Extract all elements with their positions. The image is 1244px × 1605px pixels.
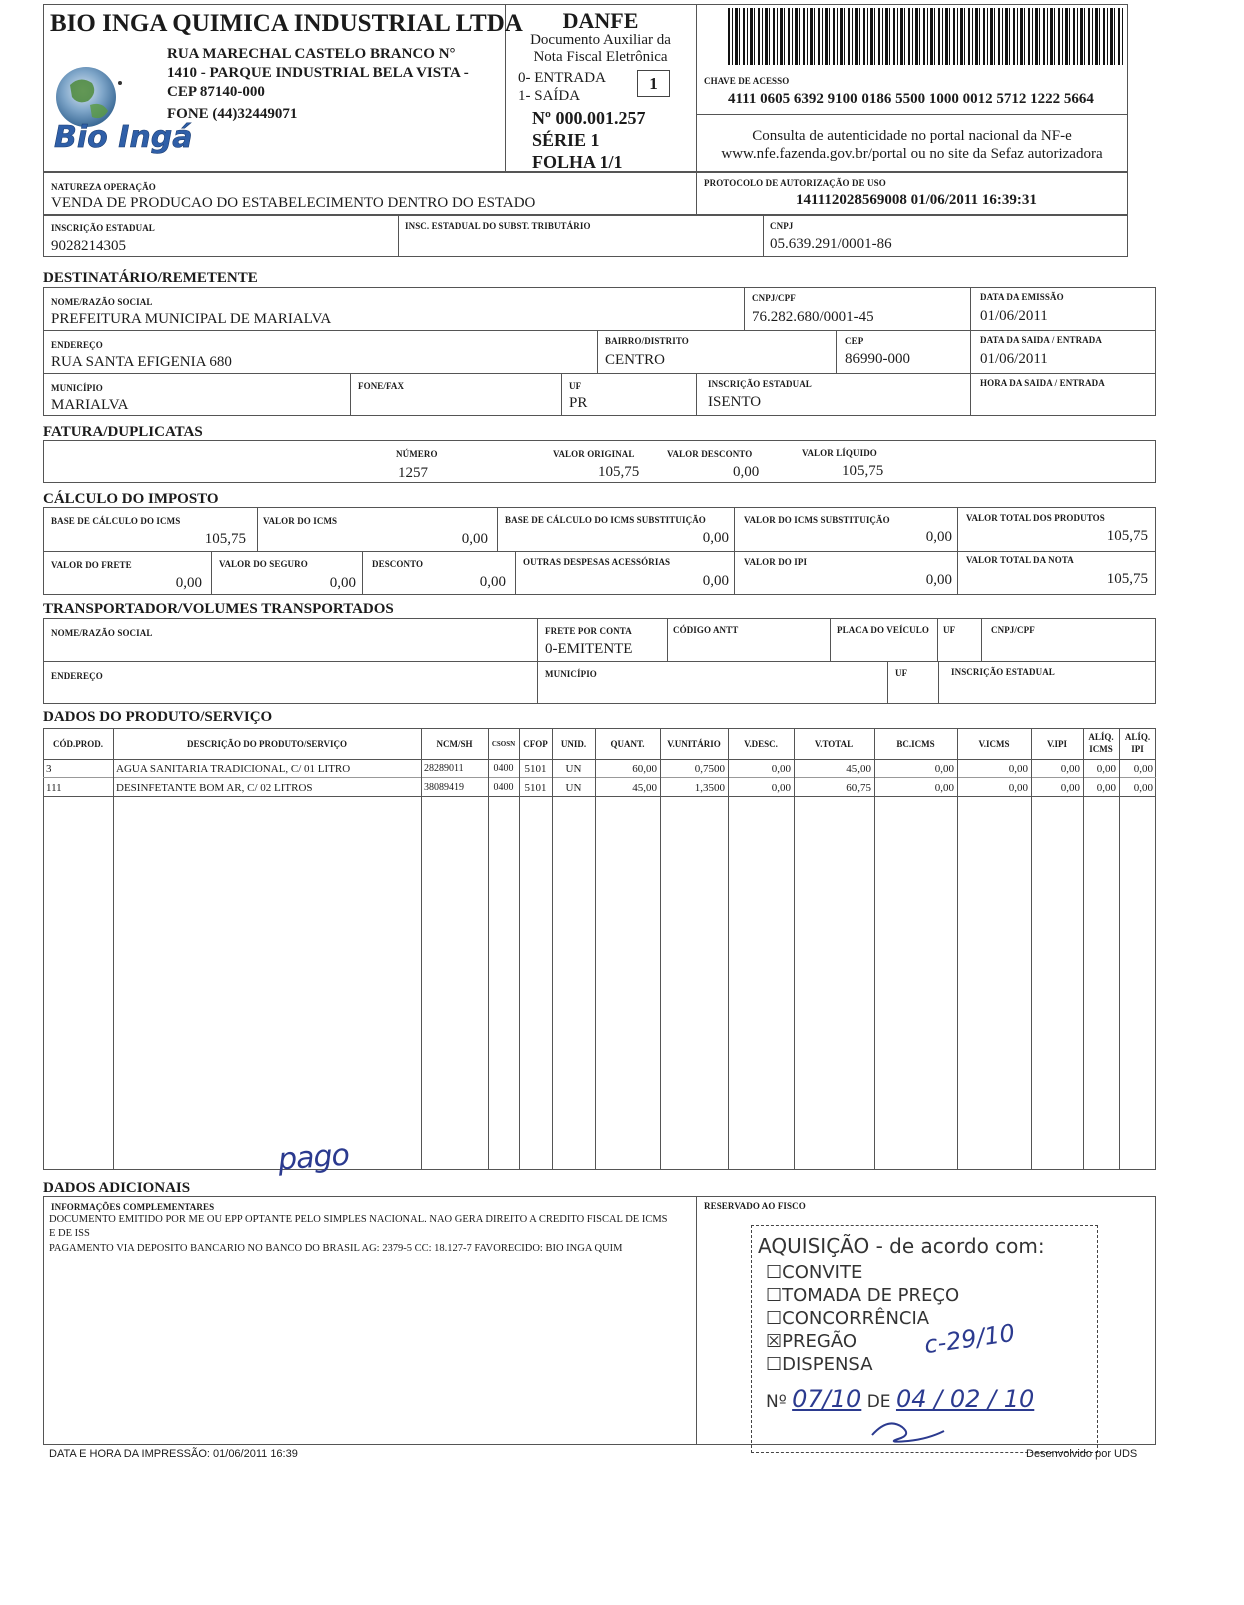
stamp-option-convite: ☐CONVITE bbox=[766, 1262, 863, 1283]
transp-nome-label: NOME/RAZÃO SOCIAL bbox=[51, 628, 153, 638]
produtos-header-cell: ALÍQ. ICMS bbox=[1088, 732, 1114, 754]
impressao-datetime: DATA E HORA DA IMPRESSÃO: 01/06/2011 16:39 bbox=[49, 1448, 298, 1460]
table-cell: 38089419 bbox=[424, 782, 464, 793]
table-cell: 0,00 bbox=[1060, 763, 1080, 775]
seguro-label: VALOR DO SEGURO bbox=[219, 559, 308, 569]
nota-folha: FOLHA 1/1 bbox=[532, 152, 623, 172]
fatura-desconto: 0,00 bbox=[733, 464, 760, 480]
produtos-header-cell: BC.ICMS bbox=[896, 739, 935, 749]
produtos-header-cell: DESCRIÇÃO DO PRODUTO/SERVIÇO bbox=[186, 739, 348, 749]
ipi-label: VALOR DO IPI bbox=[744, 557, 808, 567]
transp-placa-label: PLACA DO VEÍCULO bbox=[837, 625, 929, 635]
stamp-no-value: 07/10 bbox=[792, 1385, 862, 1413]
stamp-title: AQUISIÇÃO - de acordo com: bbox=[758, 1234, 1045, 1258]
dest-ie: ISENTO bbox=[708, 394, 762, 410]
produtos-header-cell: ALÍQ. IPI bbox=[1124, 732, 1151, 754]
transportador-title: TRANSPORTADOR/VOLUMES TRANSPORTADOS bbox=[43, 601, 394, 617]
handwritten-pago: pago bbox=[276, 1137, 350, 1178]
cnpj-value: 05.639.291/0001-86 bbox=[770, 236, 892, 252]
dest-bairro: CENTRO bbox=[605, 352, 665, 368]
produtos-column-divider bbox=[1119, 728, 1120, 1170]
table-cell: 0,00 bbox=[771, 782, 791, 794]
dest-ie-label: INSCRIÇÃO ESTADUAL bbox=[708, 379, 812, 389]
table-cell: 111 bbox=[46, 782, 62, 794]
total-produtos-label: VALOR TOTAL DOS PRODUTOS bbox=[966, 513, 1105, 523]
produtos-column-divider bbox=[794, 728, 795, 1170]
dest-cnpj-label: CNPJ/CPF bbox=[752, 293, 796, 303]
valor-st: 0,00 bbox=[925, 529, 952, 545]
table-cell: 28289011 bbox=[424, 763, 464, 774]
dest-endereco: RUA SANTA EFIGENIA 680 bbox=[51, 354, 232, 370]
transp-endereco-label: ENDEREÇO bbox=[51, 671, 103, 681]
table-cell: 5101 bbox=[524, 782, 547, 794]
dest-endereco-label: ENDEREÇO bbox=[51, 340, 103, 350]
table-cell: 1,3500 bbox=[694, 782, 725, 794]
company-phone: FONE (44)32449071 bbox=[167, 106, 298, 122]
outras: 0,00 bbox=[702, 573, 729, 589]
ie-value: 9028214305 bbox=[51, 238, 126, 254]
produtos-header-cell: V.UNITÁRIO bbox=[667, 739, 721, 749]
table-cell: 0,00 bbox=[1060, 782, 1080, 794]
natureza-label: NATUREZA OPERAÇÃO bbox=[51, 182, 156, 192]
produtos-column-divider bbox=[519, 728, 520, 1170]
fatura-liquido-label: VALOR LÍQUIDO bbox=[802, 448, 877, 458]
produtos-column-divider bbox=[421, 728, 422, 1170]
company-address-3: CEP 87140-000 bbox=[167, 84, 265, 100]
dest-nome-label: NOME/RAZÃO SOCIAL bbox=[51, 297, 153, 307]
table-cell: 0,7500 bbox=[694, 763, 725, 775]
table-cell: AGUA SANITARIA TRADICIONAL, C/ 01 LITRO bbox=[116, 763, 351, 775]
danfe-subtitle-2: Nota Fiscal Eletrônica bbox=[533, 49, 668, 65]
produtos-title: DADOS DO PRODUTO/SERVIÇO bbox=[43, 709, 273, 725]
ipi: 0,00 bbox=[925, 572, 952, 588]
stamp-signature bbox=[868, 1413, 948, 1447]
stamp-hand-code: c-29/10 bbox=[922, 1318, 1017, 1360]
produtos-header-cell: NCM/SH bbox=[436, 739, 473, 749]
table-cell: 0,00 bbox=[934, 782, 954, 794]
table-cell: UN bbox=[565, 782, 582, 794]
chave-label: CHAVE DE ACESSO bbox=[704, 76, 790, 86]
transp-uf-label: UF bbox=[943, 625, 956, 635]
valor-icms: 0,00 bbox=[461, 531, 488, 547]
table-cell: 0400 bbox=[493, 763, 514, 774]
dest-emissao-label: DATA DA EMISSÃO bbox=[980, 292, 1064, 302]
table-cell: 0,00 bbox=[1096, 782, 1116, 794]
chave-acesso: 4111 0605 6392 9100 0186 5500 1000 0012 5712 1222 5664 bbox=[728, 91, 1094, 107]
dest-nome: PREFEITURA MUNICIPAL DE MARIALVA bbox=[51, 311, 332, 327]
stamp-option-dispensa: ☐DISPENSA bbox=[766, 1354, 873, 1375]
dest-hora-label: HORA DA SAIDA / ENTRADA bbox=[980, 378, 1105, 388]
produtos-column-divider bbox=[595, 728, 596, 1170]
stamp-option-dispensa-label: DISPENSA bbox=[782, 1354, 873, 1375]
table-cell: 0400 bbox=[493, 782, 514, 793]
fatura-numero-label: NÚMERO bbox=[396, 449, 438, 459]
stamp-option-concorrencia: ☐CONCORRÊNCIA bbox=[766, 1308, 930, 1329]
natureza-value: VENDA DE PRODUCAO DO ESTABELECIMENTO DENTRO DO ESTADO bbox=[51, 195, 536, 211]
danfe-title: DANFE bbox=[562, 8, 639, 33]
transp-antt-label: CÓDIGO ANTT bbox=[673, 625, 739, 635]
cnpj-label: CNPJ bbox=[770, 221, 794, 231]
frete: 0,00 bbox=[175, 575, 202, 591]
fatura-original: 105,75 bbox=[598, 464, 640, 480]
produtos-table bbox=[43, 728, 1156, 1170]
produtos-column-divider bbox=[874, 728, 875, 1170]
stamp-option-convite-label: CONVITE bbox=[782, 1262, 863, 1283]
table-cell: 0,00 bbox=[1133, 782, 1153, 794]
produtos-column-divider bbox=[728, 728, 729, 1170]
company-address-2: 1410 - PARQUE INDUSTRIAL BELA VISTA - bbox=[167, 65, 469, 81]
fatura-title: FATURA/DUPLICATAS bbox=[43, 424, 203, 440]
tipo-box: 1 bbox=[637, 70, 670, 97]
table-cell: 0,00 bbox=[1008, 782, 1028, 794]
dest-saida: 01/06/2011 bbox=[980, 351, 1048, 367]
stamp-number-line bbox=[766, 1385, 1034, 1413]
tipo-entrada: 0- ENTRADA bbox=[518, 70, 606, 86]
stamp-no-prefix: Nº bbox=[766, 1392, 787, 1412]
table-cell: 0,00 bbox=[934, 763, 954, 775]
transp-uf2-label: UF bbox=[895, 668, 908, 678]
company-address-1: RUA MARECHAL CASTELO BRANCO N° bbox=[167, 46, 456, 62]
produtos-column-divider bbox=[488, 728, 489, 1170]
dest-municipio-label: MUNICÍPIO bbox=[51, 383, 103, 393]
info-line-1: DOCUMENTO EMITIDO POR ME OU EPP OPTANTE PELO SIMPLES NACIONAL. NAO GERA DIREITO A CREDITO FISCAL DE ICMS E DE ISS bbox=[49, 1214, 668, 1239]
adicionais-title: DADOS ADICIONAIS bbox=[43, 1180, 191, 1196]
valor-st-label: VALOR DO ICMS SUBSTITUIÇÃO bbox=[744, 515, 890, 525]
produtos-header-cell: CFOP bbox=[523, 739, 548, 749]
table-cell: 0,00 bbox=[771, 763, 791, 775]
dest-cep: 86990-000 bbox=[845, 351, 910, 367]
nota-numero: Nº 000.001.257 bbox=[532, 108, 646, 128]
svg-text:Bio Ingá: Bio Ingá bbox=[54, 120, 193, 155]
produtos-column-divider bbox=[1083, 728, 1084, 1170]
info-label: INFORMAÇÕES COMPLEMENTARES bbox=[51, 1202, 215, 1212]
base-st: 0,00 bbox=[702, 530, 729, 546]
consulta-line-2: www.nfe.fazenda.gov.br/portal ou no site da Sefaz autorizadora bbox=[721, 146, 1103, 162]
dest-cnpj: 76.282.680/0001-45 bbox=[752, 309, 874, 325]
ie-st-label: INSC. ESTADUAL DO SUBST. TRIBUTÁRIO bbox=[405, 221, 591, 231]
outras-label: OUTRAS DESPESAS ACESSÓRIAS bbox=[523, 557, 671, 567]
stamp-date-value: 04 / 02 / 10 bbox=[895, 1385, 1035, 1413]
stamp-option-tomada: ☐TOMADA DE PREÇO bbox=[766, 1285, 960, 1306]
table-cell: 3 bbox=[46, 763, 52, 775]
table-cell: UN bbox=[565, 763, 582, 775]
table-cell: 5101 bbox=[524, 763, 547, 775]
valor-icms-label: VALOR DO ICMS bbox=[263, 516, 338, 526]
dest-saida-label: DATA DA SAIDA / ENTRADA bbox=[980, 335, 1102, 345]
table-cell: 60,00 bbox=[632, 763, 657, 775]
produtos-column-divider bbox=[113, 728, 114, 1170]
total-produtos: 105,75 bbox=[1106, 528, 1148, 544]
tipo-saida: 1- SAÍDA bbox=[518, 88, 581, 104]
table-cell: 0,00 bbox=[1008, 763, 1028, 775]
produtos-header-cell: CSOSN bbox=[491, 740, 516, 748]
bio-inga-logo bbox=[50, 55, 193, 159]
produtos-header-cell: V.TOTAL bbox=[814, 739, 854, 749]
company-name: BIO INGA QUIMICA INDUSTRIAL LTDA bbox=[50, 10, 523, 37]
produtos-header-cell: V.ICMS bbox=[978, 739, 1010, 749]
imposto-title: CÁLCULO DO IMPOSTO bbox=[43, 491, 219, 507]
dest-uf-label: UF bbox=[569, 381, 582, 391]
transp-ie-label: INSCRIÇÃO ESTADUAL bbox=[951, 667, 1055, 677]
dest-bairro-label: BAIRRO/DISTRITO bbox=[605, 336, 689, 346]
transp-cnpj-label: CNPJ/CPF bbox=[991, 625, 1035, 635]
consulta-line-1: Consulta de autenticidade no portal nacional da NF-e bbox=[752, 128, 1072, 144]
fatura-numero: 1257 bbox=[398, 465, 428, 481]
seguro: 0,00 bbox=[329, 575, 356, 591]
base-icms-label: BASE DE CÁLCULO DO ICMS bbox=[51, 516, 181, 526]
total-nota-label: VALOR TOTAL DA NOTA bbox=[966, 555, 1074, 565]
stamp-option-pregao: ☒PREGÃO bbox=[766, 1331, 857, 1352]
protocolo-value: 141112028569008 01/06/2011 16:39:31 bbox=[796, 192, 1037, 208]
produtos-column-divider bbox=[552, 728, 553, 1170]
frete-label: VALOR DO FRETE bbox=[51, 560, 132, 570]
desenvolvido-por: Desenvolvido por UDS bbox=[1026, 1448, 1138, 1460]
table-cell: 45,00 bbox=[846, 763, 871, 775]
stamp-option-pregao-label: PREGÃO bbox=[782, 1331, 857, 1352]
table-cell: 0,00 bbox=[1133, 763, 1153, 775]
table-cell: 0,00 bbox=[1096, 763, 1116, 775]
protocolo-label: PROTOCOLO DE AUTORIZAÇÃO DE USO bbox=[704, 178, 886, 188]
produtos-column-divider bbox=[660, 728, 661, 1170]
transp-frete-label: FRETE POR CONTA bbox=[545, 626, 632, 636]
danfe-subtitle-1: Documento Auxiliar da bbox=[530, 32, 671, 48]
desconto: 0,00 bbox=[479, 574, 506, 590]
fisco-label: RESERVADO AO FISCO bbox=[704, 1201, 806, 1211]
produtos-header-cell: QUANT. bbox=[610, 739, 645, 749]
produtos-header-cell: V.DESC. bbox=[744, 739, 778, 749]
base-st-label: BASE DE CÁLCULO DO ICMS SUBSTITUIÇÃO bbox=[505, 515, 706, 525]
fatura-liquido: 105,75 bbox=[842, 463, 884, 479]
desconto-label: DESCONTO bbox=[372, 559, 424, 569]
produtos-column-divider bbox=[957, 728, 958, 1170]
nota-serie: SÉRIE 1 bbox=[532, 130, 600, 150]
stamp-de: DE bbox=[866, 1392, 891, 1412]
produtos-header-cell: UNID. bbox=[560, 739, 587, 749]
total-nota: 105,75 bbox=[1106, 571, 1148, 587]
ie-label: INSCRIÇÃO ESTADUAL bbox=[51, 223, 155, 233]
transp-municipio-label: MUNICÍPIO bbox=[545, 669, 597, 679]
dest-emissao: 01/06/2011 bbox=[980, 308, 1048, 324]
table-cell: 60,75 bbox=[846, 782, 871, 794]
barcode bbox=[728, 8, 1124, 65]
table-cell: 45,00 bbox=[632, 782, 657, 794]
fatura-desconto-label: VALOR DESCONTO bbox=[667, 449, 753, 459]
fatura-original-label: VALOR ORIGINAL bbox=[553, 449, 635, 459]
transp-frete: 0-EMITENTE bbox=[545, 641, 633, 657]
produtos-column-divider bbox=[1031, 728, 1032, 1170]
destinatario-title: DESTINATÁRIO/REMETENTE bbox=[43, 270, 258, 286]
produtos-header-cell: V.IPI bbox=[1046, 739, 1068, 749]
produtos-header-cell: CÓD.PROD. bbox=[53, 739, 103, 749]
dest-fone-label: FONE/FAX bbox=[358, 381, 405, 391]
dest-municipio: MARIALVA bbox=[51, 397, 129, 413]
stamp-option-tomada-label: TOMADA DE PREÇO bbox=[782, 1285, 960, 1306]
base-icms: 105,75 bbox=[204, 531, 246, 547]
dest-uf: PR bbox=[569, 395, 588, 411]
dest-cep-label: CEP bbox=[845, 336, 864, 346]
table-cell: DESINFETANTE BOM AR, C/ 02 LITROS bbox=[116, 782, 313, 794]
stamp-option-concorrencia-label: CONCORRÊNCIA bbox=[782, 1308, 930, 1329]
info-line-2: PAGAMENTO VIA DEPOSITO BANCARIO NO BANCO DO BRASIL AG: 2379-5 CC: 18.127-7 FAVORECIDO: BIO INGA QUIM bbox=[49, 1243, 623, 1254]
